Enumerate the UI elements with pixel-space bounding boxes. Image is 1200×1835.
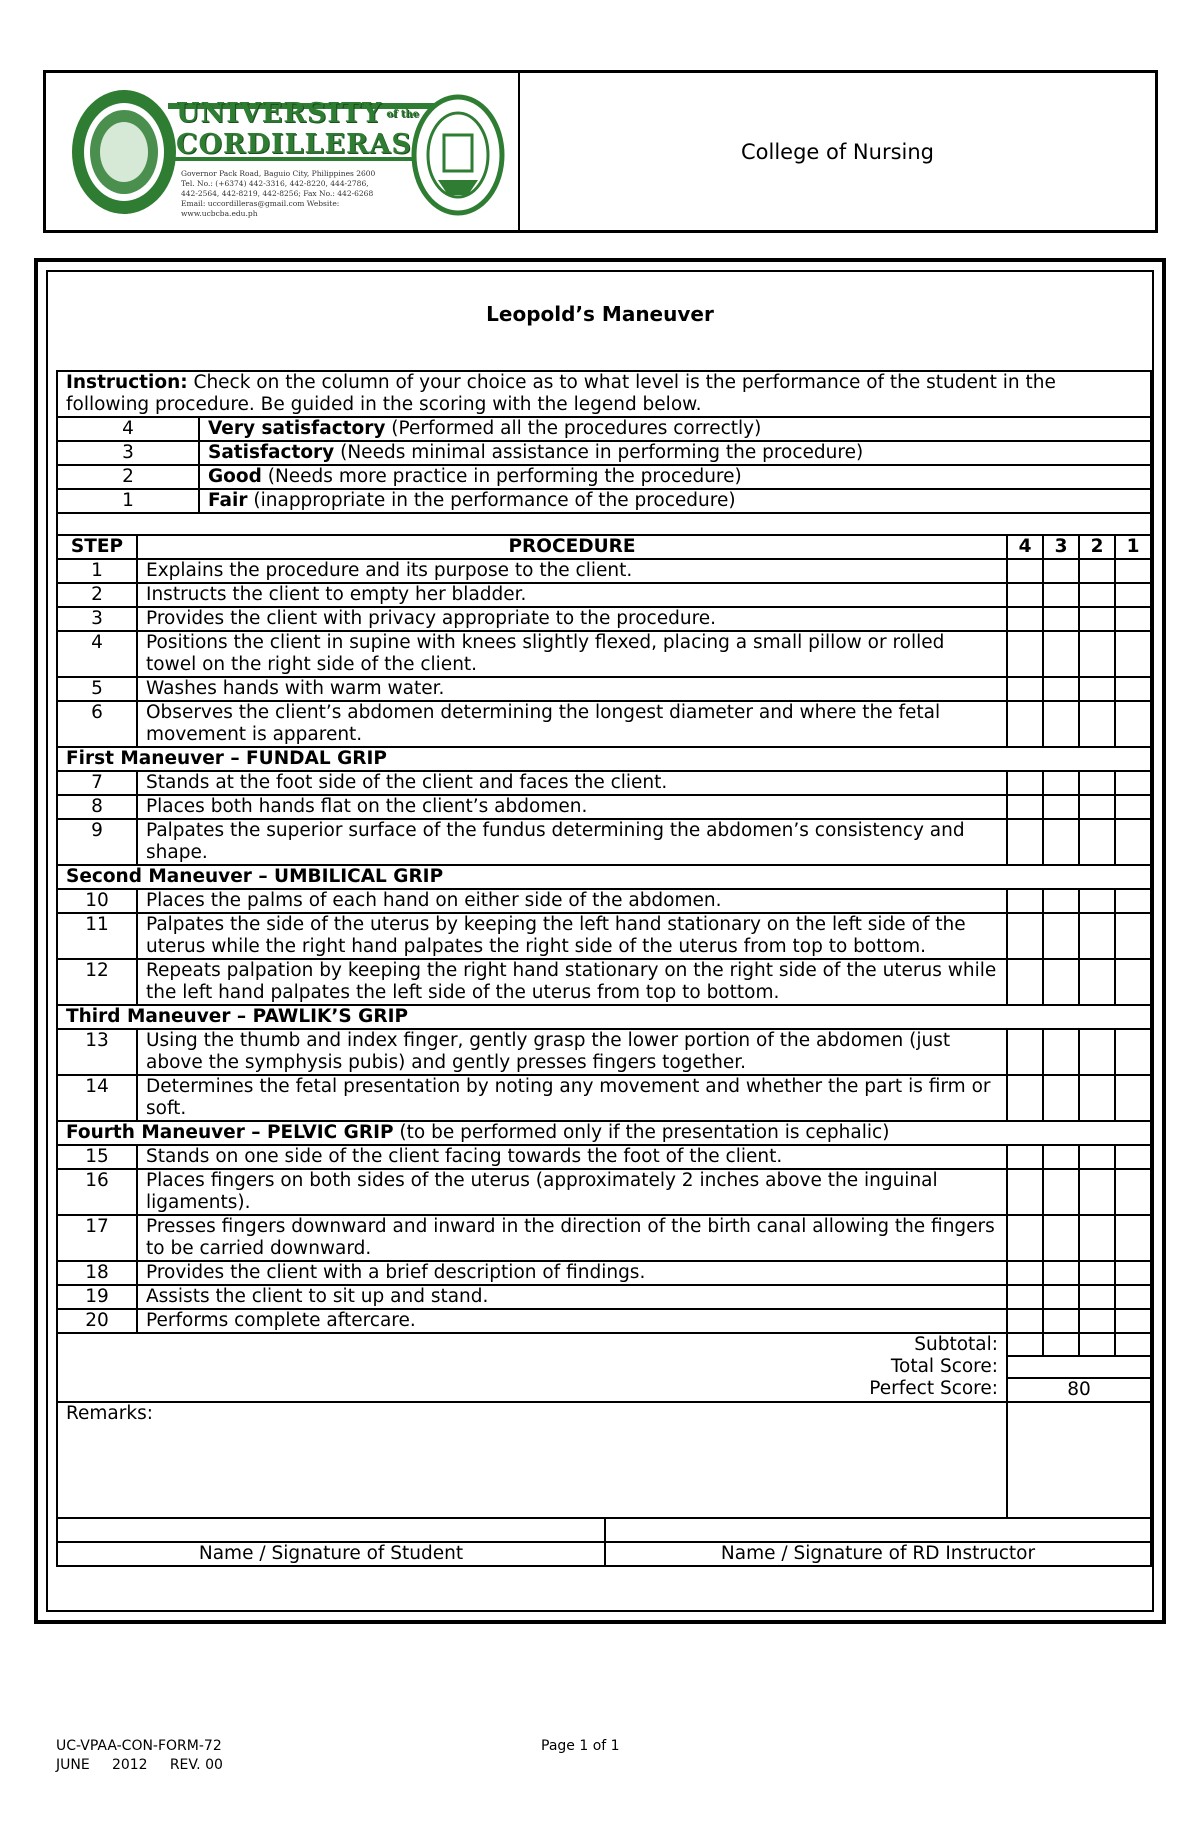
step-row bbox=[57, 1309, 1151, 1333]
form-code: UC-VPAA-CON-FORM-72 bbox=[56, 1738, 222, 1754]
subtotal-3[interactable] bbox=[1043, 1333, 1079, 1356]
score-2-checkbox[interactable] bbox=[1079, 959, 1115, 1005]
score-1-checkbox[interactable] bbox=[1115, 889, 1151, 913]
legend-row bbox=[57, 465, 1151, 489]
score-2-checkbox[interactable] bbox=[1079, 1215, 1115, 1261]
step-procedure: Palpates the side of the uterus by keeping the left hand stationary on the left side of the uterus while the right hand palpates the right side of the uterus from top to bottom. bbox=[137, 913, 1007, 959]
total-label: Total Score: bbox=[57, 1356, 1007, 1378]
spacer-row bbox=[57, 513, 1151, 535]
step-row bbox=[57, 607, 1151, 631]
legend-score: 3 bbox=[57, 441, 199, 465]
step-number: 19 bbox=[57, 1285, 137, 1309]
perfect-score-value: 80 bbox=[1007, 1378, 1151, 1402]
score-1-checkbox[interactable] bbox=[1115, 701, 1151, 747]
score-2-checkbox[interactable] bbox=[1079, 1145, 1115, 1169]
score-1-checkbox[interactable] bbox=[1115, 1029, 1151, 1075]
score-1-checkbox[interactable] bbox=[1115, 1169, 1151, 1215]
score-1-checkbox[interactable] bbox=[1115, 959, 1151, 1005]
step-row bbox=[57, 771, 1151, 795]
header-box bbox=[43, 70, 1158, 233]
step-number: 15 bbox=[57, 1145, 137, 1169]
step-row bbox=[57, 1285, 1151, 1309]
remarks-side bbox=[1007, 1402, 1151, 1518]
score-4-checkbox[interactable] bbox=[1007, 795, 1043, 819]
score-4-checkbox[interactable] bbox=[1007, 1145, 1043, 1169]
score-3-checkbox[interactable] bbox=[1043, 701, 1079, 747]
step-procedure: Instructs the client to empty her bladder. bbox=[137, 583, 1007, 607]
score-4-checkbox[interactable] bbox=[1007, 959, 1043, 1005]
step-number: 12 bbox=[57, 959, 137, 1005]
score-2-checkbox[interactable] bbox=[1079, 631, 1115, 677]
step-number: 8 bbox=[57, 795, 137, 819]
score-1-header: 1 bbox=[1115, 535, 1151, 559]
legend-row bbox=[57, 489, 1151, 513]
instruction-text: Instruction: Check on the column of your choice as to what level is the performance of the student in the following procedure. Be guided in the scoring with the legend below. bbox=[57, 371, 1151, 417]
score-3-checkbox[interactable] bbox=[1043, 1075, 1079, 1121]
score-4-checkbox[interactable] bbox=[1007, 559, 1043, 583]
score-2-checkbox[interactable] bbox=[1079, 795, 1115, 819]
score-3-checkbox[interactable] bbox=[1043, 631, 1079, 677]
score-2-checkbox[interactable] bbox=[1079, 1075, 1115, 1121]
steps-second-maneuver bbox=[57, 889, 1151, 1005]
subtotal-row bbox=[57, 1333, 1151, 1356]
logo-cell bbox=[46, 73, 520, 230]
subtotal-2[interactable] bbox=[1079, 1333, 1115, 1356]
signature-label-row bbox=[57, 1542, 1151, 1566]
score-3-checkbox[interactable] bbox=[1043, 583, 1079, 607]
section-header bbox=[57, 1121, 1151, 1145]
step-number: 4 bbox=[57, 631, 137, 677]
form-inner-frame bbox=[46, 270, 1154, 1612]
step-row bbox=[57, 677, 1151, 701]
score-4-checkbox[interactable] bbox=[1007, 1169, 1043, 1215]
score-2-checkbox[interactable] bbox=[1079, 1285, 1115, 1309]
score-1-checkbox[interactable] bbox=[1115, 1075, 1151, 1121]
step-row bbox=[57, 959, 1151, 1005]
score-1-checkbox[interactable] bbox=[1115, 1309, 1151, 1333]
score-4-header: 4 bbox=[1007, 535, 1043, 559]
score-1-checkbox[interactable] bbox=[1115, 583, 1151, 607]
step-number: 3 bbox=[57, 607, 137, 631]
legend-desc: Satisfactory (Needs minimal assistance in performing the procedure) bbox=[199, 441, 1151, 465]
step-number: 1 bbox=[57, 559, 137, 583]
score-4-checkbox[interactable] bbox=[1007, 631, 1043, 677]
score-4-checkbox[interactable] bbox=[1007, 771, 1043, 795]
signature-line-row bbox=[57, 1518, 1151, 1542]
legend-desc: Very satisfactory (Performed all the procedures correctly) bbox=[199, 417, 1151, 441]
score-4-checkbox[interactable] bbox=[1007, 1029, 1043, 1075]
section-header bbox=[57, 747, 1151, 771]
university-address: Governor Pack Road, Baguio City, Philippines 2600 Tel. No.: (+6374) 442-3316, 442-8220, 444-2786, 442-2564, 442-8219, 442-8256; Fax No.: 442-6268 Email: uccordilleras@gmail.com Website: www.ucbcba.edu.ph bbox=[181, 169, 376, 218]
subtotal-4[interactable] bbox=[1007, 1333, 1043, 1356]
step-row bbox=[57, 583, 1151, 607]
step-row bbox=[57, 819, 1151, 865]
score-1-checkbox[interactable] bbox=[1115, 631, 1151, 677]
form-code-block bbox=[56, 1737, 223, 1775]
score-4-checkbox[interactable] bbox=[1007, 607, 1043, 631]
score-1-checkbox[interactable] bbox=[1115, 819, 1151, 865]
step-procedure: Explains the procedure and its purpose to the client. bbox=[137, 559, 1007, 583]
score-2-checkbox[interactable] bbox=[1079, 819, 1115, 865]
score-3-checkbox[interactable] bbox=[1043, 795, 1079, 819]
procedure-header: PROCEDURE bbox=[137, 535, 1007, 559]
score-2-checkbox[interactable] bbox=[1079, 1029, 1115, 1075]
remarks-field[interactable] bbox=[57, 1402, 1007, 1518]
score-3-checkbox[interactable] bbox=[1043, 1029, 1079, 1075]
score-4-checkbox[interactable] bbox=[1007, 701, 1043, 747]
step-procedure: Provides the client with a brief description of findings. bbox=[137, 1261, 1007, 1285]
step-number: 14 bbox=[57, 1075, 137, 1121]
score-3-checkbox[interactable] bbox=[1043, 1215, 1079, 1261]
step-procedure: Performs complete aftercare. bbox=[137, 1309, 1007, 1333]
score-4-checkbox[interactable] bbox=[1007, 1075, 1043, 1121]
score-2-checkbox[interactable] bbox=[1079, 1261, 1115, 1285]
step-row bbox=[57, 1169, 1151, 1215]
score-4-checkbox[interactable] bbox=[1007, 819, 1043, 865]
step-row bbox=[57, 559, 1151, 583]
step-procedure: Observes the client’s abdomen determining the longest diameter and where the fetal movement is apparent. bbox=[137, 701, 1007, 747]
legend-desc: Fair (inappropriate in the performance of the procedure) bbox=[199, 489, 1151, 513]
score-3-checkbox[interactable] bbox=[1043, 771, 1079, 795]
step-procedure: Washes hands with warm water. bbox=[137, 677, 1007, 701]
form-revision: JUNE 2012 REV. 00 bbox=[56, 1757, 223, 1773]
score-3-header: 3 bbox=[1043, 535, 1079, 559]
score-3-checkbox[interactable] bbox=[1043, 819, 1079, 865]
college-name: College of Nursing bbox=[740, 139, 934, 164]
score-2-checkbox[interactable] bbox=[1079, 913, 1115, 959]
score-4-checkbox[interactable] bbox=[1007, 677, 1043, 701]
form-frame bbox=[34, 258, 1166, 1624]
score-1-checkbox[interactable] bbox=[1115, 1215, 1151, 1261]
step-procedure: Palpates the superior surface of the fundus determining the abdomen’s consistency and shape. bbox=[137, 819, 1007, 865]
step-number: 7 bbox=[57, 771, 137, 795]
legend-score: 1 bbox=[57, 489, 199, 513]
legend-row bbox=[57, 441, 1151, 465]
step-procedure: Stands on one side of the client facing towards the foot of the client. bbox=[137, 1145, 1007, 1169]
step-number: 13 bbox=[57, 1029, 137, 1075]
score-2-checkbox[interactable] bbox=[1079, 889, 1115, 913]
step-row bbox=[57, 913, 1151, 959]
total-score-field[interactable] bbox=[1007, 1356, 1151, 1378]
page-number: Page 1 of 1 bbox=[541, 1738, 620, 1754]
step-row bbox=[57, 1075, 1151, 1121]
step-number: 10 bbox=[57, 889, 137, 913]
steps-first-maneuver bbox=[57, 771, 1151, 865]
section-title: Second Maneuver – UMBILICAL GRIP bbox=[57, 865, 1151, 889]
university-logo bbox=[66, 85, 506, 220]
score-1-checkbox[interactable] bbox=[1115, 1285, 1151, 1309]
section-title: Third Maneuver – PAWLIK’S GRIP bbox=[57, 1005, 1151, 1029]
step-row bbox=[57, 889, 1151, 913]
score-2-checkbox[interactable] bbox=[1079, 1169, 1115, 1215]
score-1-checkbox[interactable] bbox=[1115, 795, 1151, 819]
score-1-checkbox[interactable] bbox=[1115, 913, 1151, 959]
step-number: 11 bbox=[57, 913, 137, 959]
step-header: STEP bbox=[57, 535, 137, 559]
remarks-label: Remarks: bbox=[66, 1403, 153, 1424]
subtotal-1[interactable] bbox=[1115, 1333, 1151, 1356]
score-1-checkbox[interactable] bbox=[1115, 1261, 1151, 1285]
score-4-checkbox[interactable] bbox=[1007, 1215, 1043, 1261]
step-row bbox=[57, 795, 1151, 819]
legend-row bbox=[57, 417, 1151, 441]
section-title: First Maneuver – FUNDAL GRIP bbox=[57, 747, 1151, 771]
step-number: 17 bbox=[57, 1215, 137, 1261]
perfect-row bbox=[57, 1378, 1151, 1402]
score-3-checkbox[interactable] bbox=[1043, 1145, 1079, 1169]
evaluation-table bbox=[56, 370, 1152, 1567]
step-procedure: Using the thumb and index finger, gently grasp the lower portion of the abdomen (just above the symphysis pubis) and gently presses fingers together. bbox=[137, 1029, 1007, 1075]
remarks-row bbox=[57, 1402, 1151, 1518]
score-2-checkbox[interactable] bbox=[1079, 771, 1115, 795]
score-2-checkbox[interactable] bbox=[1079, 607, 1115, 631]
score-2-checkbox[interactable] bbox=[1079, 677, 1115, 701]
student-signature-label: Name / Signature of Student bbox=[58, 1543, 606, 1565]
step-number: 9 bbox=[57, 819, 137, 865]
score-3-checkbox[interactable] bbox=[1043, 677, 1079, 701]
score-3-checkbox[interactable] bbox=[1043, 607, 1079, 631]
score-1-checkbox[interactable] bbox=[1115, 607, 1151, 631]
score-4-checkbox[interactable] bbox=[1007, 1309, 1043, 1333]
score-3-checkbox[interactable] bbox=[1043, 1261, 1079, 1285]
step-procedure: Determines the fetal presentation by noting any movement and whether the part is firm or soft. bbox=[137, 1075, 1007, 1121]
score-3-checkbox[interactable] bbox=[1043, 559, 1079, 583]
score-3-checkbox[interactable] bbox=[1043, 1309, 1079, 1333]
score-4-checkbox[interactable] bbox=[1007, 889, 1043, 913]
step-procedure: Stands at the foot side of the client and faces the client. bbox=[137, 771, 1007, 795]
score-2-checkbox[interactable] bbox=[1079, 559, 1115, 583]
score-2-checkbox[interactable] bbox=[1079, 583, 1115, 607]
step-procedure: Places fingers on both sides of the uterus (approximately 2 inches above the inguinal ligaments). bbox=[137, 1169, 1007, 1215]
step-procedure: Positions the client in supine with knees slightly flexed, placing a small pillow or rolled towel on the right side of the client. bbox=[137, 631, 1007, 677]
score-3-checkbox[interactable] bbox=[1043, 889, 1079, 913]
column-header-row bbox=[57, 535, 1151, 559]
score-1-checkbox[interactable] bbox=[1115, 771, 1151, 795]
step-row bbox=[57, 1029, 1151, 1075]
student-sig-area[interactable] bbox=[57, 1518, 1007, 1542]
step-procedure: Presses fingers downward and inward in the direction of the birth canal allowing the fingers to be carried downward. bbox=[137, 1215, 1007, 1261]
signature-labels bbox=[57, 1542, 1151, 1566]
step-number: 5 bbox=[57, 677, 137, 701]
steps-intro bbox=[57, 559, 1151, 747]
score-3-checkbox[interactable] bbox=[1043, 959, 1079, 1005]
legend-score: 2 bbox=[57, 465, 199, 489]
score-4-checkbox[interactable] bbox=[1007, 1261, 1043, 1285]
total-row bbox=[57, 1356, 1151, 1378]
section-title: Fourth Maneuver – PELVIC GRIP (to be performed only if the presentation is cephalic) bbox=[57, 1121, 1151, 1145]
step-procedure: Assists the client to sit up and stand. bbox=[137, 1285, 1007, 1309]
step-number: 2 bbox=[57, 583, 137, 607]
form-title: Leopold’s Maneuver bbox=[486, 302, 714, 326]
step-number: 16 bbox=[57, 1169, 137, 1215]
score-4-checkbox[interactable] bbox=[1007, 583, 1043, 607]
step-row bbox=[57, 1145, 1151, 1169]
step-procedure: Provides the client with privacy appropriate to the procedure. bbox=[137, 607, 1007, 631]
score-2-checkbox[interactable] bbox=[1079, 701, 1115, 747]
step-number: 18 bbox=[57, 1261, 137, 1285]
step-number: 6 bbox=[57, 701, 137, 747]
score-1-checkbox[interactable] bbox=[1115, 559, 1151, 583]
section-header bbox=[57, 1005, 1151, 1029]
score-3-checkbox[interactable] bbox=[1043, 913, 1079, 959]
step-row bbox=[57, 1215, 1151, 1261]
step-procedure: Repeats palpation by keeping the right hand stationary on the right side of the uterus while the left hand palpates the left side of the uterus from top to bottom. bbox=[137, 959, 1007, 1005]
score-2-checkbox[interactable] bbox=[1079, 1309, 1115, 1333]
step-procedure: Places the palms of each hand on either side of the abdomen. bbox=[137, 889, 1007, 913]
score-3-checkbox[interactable] bbox=[1043, 1169, 1079, 1215]
legend-desc: Good (Needs more practice in performing the procedure) bbox=[199, 465, 1151, 489]
perfect-label: Perfect Score: bbox=[57, 1378, 1007, 1402]
score-3-checkbox[interactable] bbox=[1043, 1285, 1079, 1309]
instructor-sig-area-end[interactable] bbox=[1007, 1518, 1151, 1542]
university-name: UNIVERSITY of the CORDILLERAS bbox=[176, 98, 420, 160]
step-row bbox=[57, 701, 1151, 747]
instructor-signature-label: Name / Signature of RD Instructor bbox=[720, 1543, 1036, 1564]
score-4-checkbox[interactable] bbox=[1007, 913, 1043, 959]
legend-score: 4 bbox=[57, 417, 199, 441]
score-1-checkbox[interactable] bbox=[1115, 1145, 1151, 1169]
step-procedure: Places both hands flat on the client’s abdomen. bbox=[137, 795, 1007, 819]
steps-third-maneuver bbox=[57, 1029, 1151, 1121]
step-row bbox=[57, 631, 1151, 677]
subtotal-label: Subtotal: bbox=[57, 1333, 1007, 1356]
steps-fourth-maneuver bbox=[57, 1145, 1151, 1333]
section-header bbox=[57, 865, 1151, 889]
step-row bbox=[57, 1261, 1151, 1285]
score-4-checkbox[interactable] bbox=[1007, 1285, 1043, 1309]
instruction-row bbox=[57, 371, 1151, 417]
score-1-checkbox[interactable] bbox=[1115, 677, 1151, 701]
score-2-header: 2 bbox=[1079, 535, 1115, 559]
step-number: 20 bbox=[57, 1309, 137, 1333]
